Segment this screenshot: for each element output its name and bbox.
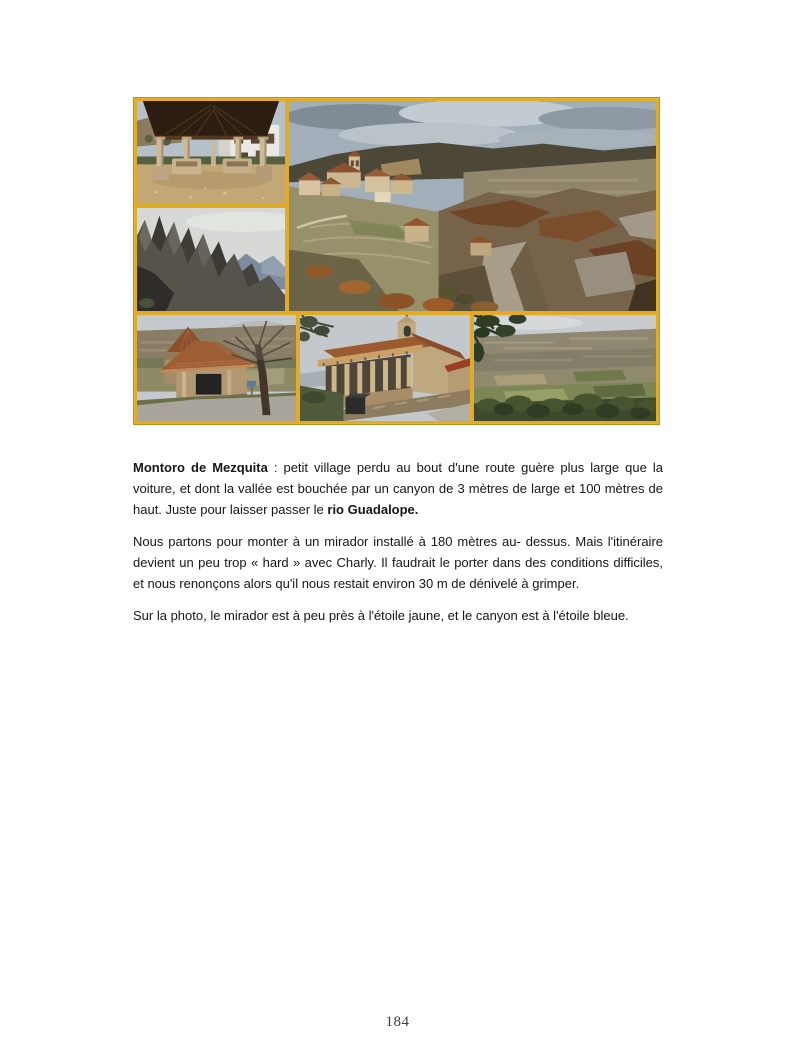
photo-valley-panorama <box>472 313 658 423</box>
lavadero-image <box>137 101 285 204</box>
paragraph-montoro <box>133 457 663 520</box>
valley-panorama-image <box>474 315 656 421</box>
collage-left-column <box>135 99 287 313</box>
montoro-bold-lead: Montoro de Mezquita <box>133 460 268 475</box>
photo-rock-pinnacles <box>135 206 287 313</box>
page-number: 184 <box>385 1014 410 1030</box>
paragraph-mirador: Nous partons pour monter à un mirador installé à 180 mètres au- dessus. Mais l'itinéraire devient un peu trop « hard » avec Charly. Il faudrait le porter dans des conditions difficiles, et nous renonçons alors qu'il nous restait environ 30 m de dénivelé à grimper. <box>133 534 663 591</box>
photo-lavadero <box>135 99 287 206</box>
photo-village-canyon-panorama <box>287 99 658 313</box>
portico-chapel-image <box>300 315 470 421</box>
article-text <box>133 457 663 637</box>
photo-collage <box>133 97 660 425</box>
village-canyon-image <box>289 101 656 311</box>
paragraph-stars-note: Sur la photo, le mirador est à peu près à l'étoile jaune, et le canyon est à l'étoile bleue. <box>133 608 629 623</box>
collage-bottom-row <box>135 313 658 423</box>
rio-guadalope-bold: rio Guadalope. <box>327 502 419 517</box>
montoro-body: : petit village perdu au bout d'une route guère plus large que la voiture, et dont la vallée est bouchée par un canyon de 3 mètres de large et 100 mètres de haut. Juste pour laisser passer le <box>133 460 663 517</box>
stone-chapel-image <box>137 315 296 421</box>
photo-portico-chapel <box>298 313 472 423</box>
rock-pinnacles-image <box>137 208 285 311</box>
photo-stone-chapel <box>135 313 298 423</box>
collage-top-row <box>135 99 658 313</box>
